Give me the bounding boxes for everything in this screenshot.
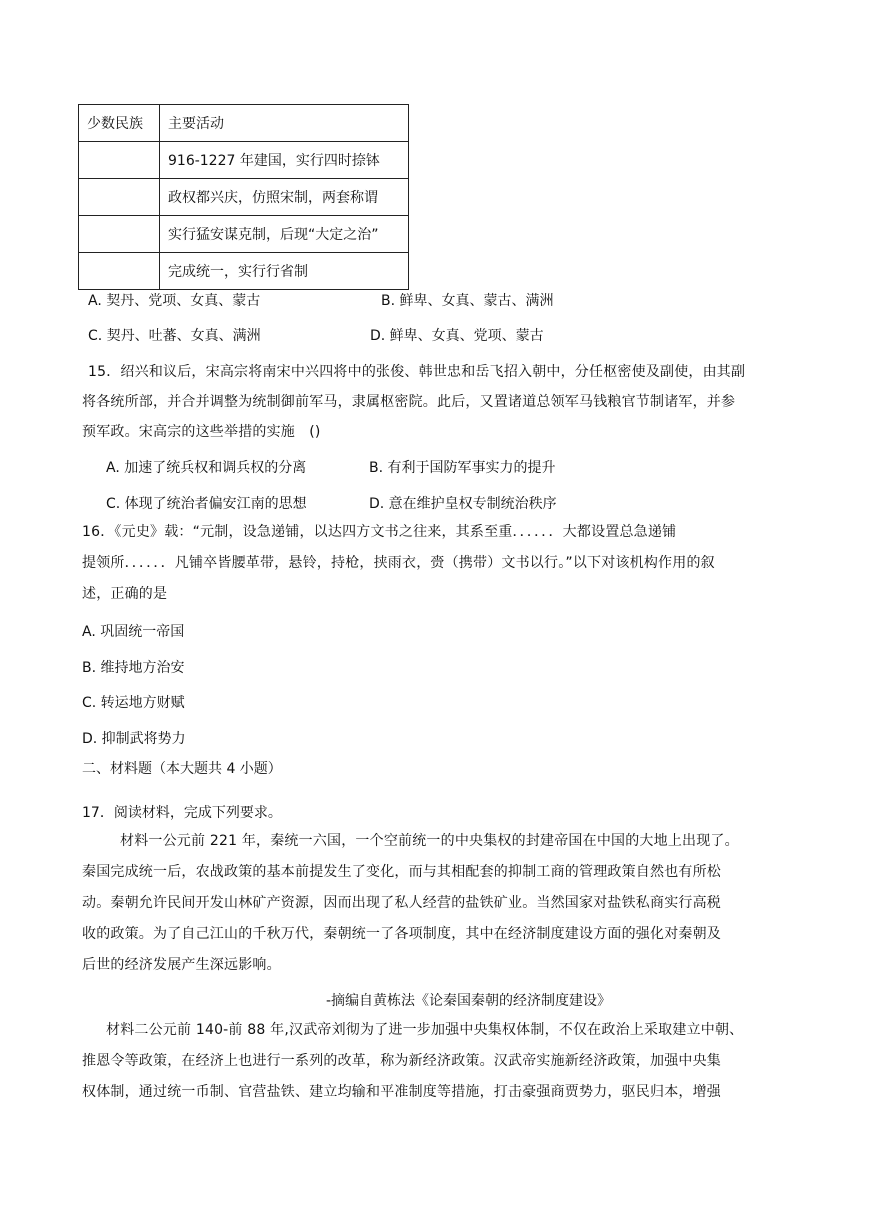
table-cell: 完成统一，实行行省制: [160, 253, 409, 290]
table-row: [79, 179, 409, 216]
table-cell: [79, 216, 160, 253]
q17-material2-line: 推恩令等政策，在经济上也进行一系列的改革，称为新经济政策。汉武帝实施新经济政策，加强中央集: [82, 1053, 721, 1069]
q16-option-c: C. 转运地方财赋: [82, 695, 185, 711]
table-cell: 政权都兴庆，仿照宋制，两套称谓: [160, 179, 409, 216]
table-cell: 916-1227 年建国，实行四时捺钵: [160, 142, 409, 179]
q16-option-b: B. 维持地方治安: [82, 660, 185, 676]
q15-option-d: D. 意在维护皇权专制统治秩序: [369, 496, 557, 512]
q17-material1-line: 秦国完成统一后，农战政策的基本前提发生了变化，而与其相配套的抑制工商的管理政策自然也有所松: [82, 864, 721, 880]
table-header-cell: 主要活动: [160, 105, 409, 142]
q15-stem-line: 15．绍兴和议后，宋高宗将南宋中兴四将中的张俊、韩世忠和岳飞招入朝中，分任枢密使及副使，由其副: [88, 364, 746, 380]
q15-option-a: A. 加速了统兵权和调兵权的分离: [106, 460, 307, 476]
table-header-cell: 少数民族: [79, 105, 160, 142]
q15-stem-line: 将各统所部，并合并调整为统制御前军马，隶属枢密院。此后，又置诸道总领军马钱粮官节制诸军，并参: [82, 394, 736, 410]
q14-option-a: A. 契丹、党项、女真、蒙古: [88, 293, 261, 309]
table-cell: [79, 142, 160, 179]
q17-material1-line: 后世的经济发展产生深远影响。: [82, 957, 281, 973]
section-heading: 二、材料题（本大题共 4 小题）: [82, 761, 282, 777]
q17-material1-line: 材料一公元前 221 年，秦统一六国，一个空前统一的中央集权的封建帝国在中国的大地上出现了。: [120, 833, 739, 849]
table-row: [79, 253, 409, 290]
q17-material1-line: 动。秦朝允许民间开发山林矿产资源，因而出现了私人经营的盐铁矿业。当然国家对盐铁私商实行高税: [82, 895, 721, 911]
table-row: [79, 142, 409, 179]
table-cell: 实行猛安谋克制，后现“大定之治”: [160, 216, 409, 253]
table-cell: [79, 253, 160, 290]
minority-table: [78, 104, 409, 290]
q17-material1-line: 收的政策。为了自己江山的千秋万代，秦朝统一了各项制度，其中在经济制度建设方面的强化对秦朝及: [82, 926, 721, 942]
q16-stem-line: 述，正确的是: [82, 586, 168, 602]
q17-material2-line: 材料二公元前 140-前 88 年,汉武帝刘彻为了进一步加强中央集权体制，不仅在政治上采取建立中朝、: [106, 1022, 744, 1038]
q16-stem-line: 16．《元史》载：“元制，设急递铺，以达四方文书之往来，其系至重．．．．．．大都设置总急递铺: [82, 524, 677, 540]
q16-option-a: A. 巩固统一帝国: [82, 624, 185, 640]
q16-stem-line: 提领所．．．．．．凡铺卒皆腰革带，悬铃，持枪，挟雨衣，赍（携带）文书以行。”以下对该机构作用的叙: [82, 555, 715, 571]
q16-option-d: D. 抑制武将势力: [82, 731, 186, 747]
q15-option-b: B. 有利于国防军事实力的提升: [369, 460, 556, 476]
q17-material1-source: -摘编自黄栋法《论秦国秦朝的经济制度建设》: [326, 993, 612, 1009]
q14-option-d: D. 鲜卑、女真、党项、蒙古: [370, 328, 544, 344]
table-header-row: [79, 105, 409, 142]
q17-material2-line: 权体制，通过统一币制、官营盐铁、建立均输和平准制度等措施，打击豪强商贾势力，驱民归本，增强: [82, 1084, 721, 1100]
q15-stem-line: 预军政。宋高宗的这些举措的实施 (): [82, 424, 321, 440]
q14-option-b: B. 鲜卑、女真、蒙古、满洲: [381, 293, 554, 309]
table-row: [79, 216, 409, 253]
q14-option-c: C. 契丹、吐蕃、女真、满洲: [88, 328, 261, 344]
q17-intro: 17．阅读材料，完成下列要求。: [82, 805, 282, 821]
table-cell: [79, 179, 160, 216]
q15-option-c: C. 体现了统治者偏安江南的思想: [106, 496, 307, 512]
